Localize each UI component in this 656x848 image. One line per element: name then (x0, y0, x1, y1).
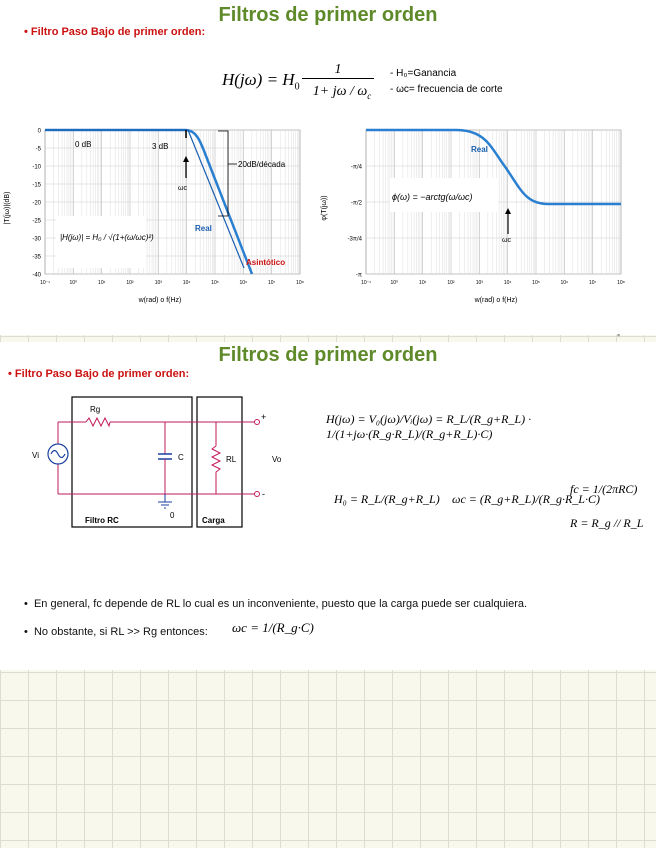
slide-1-marker: ▪ (617, 330, 621, 340)
slide-2-title: Filtros de primer orden (218, 344, 438, 366)
label-rl: RL (226, 455, 237, 464)
slide-1-title: Filtros de primer orden (218, 4, 438, 26)
tf-lhs (222, 70, 300, 92)
mag-ytick: -5 (35, 146, 41, 153)
phase-ylabel: φ(T(jω)) (321, 195, 328, 221)
ph-xtick: 10⁰ (390, 280, 399, 286)
tf-lhs-text: H(jω) = H (222, 70, 295, 89)
mag-xtick: 10⁰ (69, 280, 78, 286)
mag-ytick: -20 (32, 200, 41, 207)
bullet-1: • En general, fc depende de RL lo cual es un inconveniente, puesto que la carga puede ser cualquiera. (24, 598, 528, 610)
magnitude-formula: |H(jω)| = H₀ / √(1+(ω/ωc)²) (60, 233, 154, 242)
slide-2-subtitle: • Filtro Paso Bajo de primer orden: (8, 368, 190, 380)
out-terminal-plus (255, 420, 260, 425)
tf-den-text: 1+ jω / ω (312, 84, 368, 99)
eq-transfer: H(jω) = V₀(jω)/Vᵢ(jω) = R_L/(R_g+R_L) · 1/(1+jω·(R_g·R_L)/(R_g+R_L)·C) (326, 412, 532, 441)
tf-numerator: 1 (302, 62, 374, 79)
mag-ytick: -15 (32, 182, 41, 189)
eq-fc: fc = 1/(2πRC) (570, 482, 638, 496)
label-plus: + (261, 412, 267, 422)
eq-h0: H₀ = R_L/(R_g+R_L) (334, 492, 440, 506)
eq-final: ωc = 1/(R_g·C) (232, 620, 314, 635)
mag-xtick: 10⁴ (182, 280, 191, 286)
filter-box (72, 397, 192, 527)
ph-ytick: -π (355, 272, 362, 279)
ph-xtick: 10⁷ (588, 280, 597, 286)
ph-xtick: 10⁸ (617, 280, 625, 286)
ph-ytick: -3π/4 (347, 236, 362, 243)
phase-wc-arrow-head (505, 208, 511, 214)
mag-xtick: 10³ (154, 280, 162, 286)
label-slope: 20dB/década (238, 160, 286, 169)
slide-2 (0, 342, 656, 670)
magnitude-xlabel: w(rad) o f(Hz) (138, 297, 182, 304)
slope-bracket (218, 131, 228, 216)
phase-xlabel: w(rad) o f(Hz) (474, 297, 518, 304)
phase-label-real: Real (471, 145, 488, 154)
phase-label-wc: ωc (502, 237, 511, 244)
label-carga: Carga (202, 516, 225, 525)
tf-denominator (302, 84, 382, 101)
note-gain: - H₀=Ganancia (390, 68, 457, 79)
label-rg: Rg (90, 405, 101, 414)
ph-xtick: 10⁶ (560, 280, 569, 286)
label-wc: ωc (178, 185, 187, 192)
eq-r: R = R_g // R_L (570, 516, 644, 530)
magnitude-chart (0, 118, 320, 308)
ph-xtick: 10⁴ (503, 280, 512, 286)
rc-circuit (30, 392, 280, 532)
phase-formula: ϕ(ω) = −arctg(ω/ωc) (392, 192, 473, 202)
ph-xtick: 10³ (475, 280, 483, 286)
out-terminal-minus (255, 492, 260, 497)
phase-chart (316, 118, 636, 308)
phase-xticks (361, 280, 625, 286)
bullet-1-text: En general, fc depende de RL lo cual es un inconveniente, puesto que la carga puede ser cualquiera. (33, 598, 528, 610)
mag-ytick: -30 (32, 236, 41, 243)
ph-xtick: 10² (447, 280, 455, 286)
tf-notes (390, 66, 503, 98)
mag-xtick: 10¹ (98, 280, 106, 286)
tf-sub0: 0 (294, 81, 300, 93)
subtitle-text: Filtro Paso Bajo de primer orden: (30, 26, 206, 38)
subtitle-text: Filtro Paso Bajo de primer orden: (14, 368, 190, 380)
mag-ytick: -10 (32, 164, 41, 171)
slide-1-subtitle: • Filtro Paso Bajo de primer orden: (24, 26, 206, 38)
magnitude-formula-box (56, 216, 146, 268)
eq-wc: ωc = (R_g+R_L)/(R_g·R_L·C) (452, 492, 600, 506)
magnitude-ylabel: |T(jω)|(dB) (4, 191, 11, 225)
mag-xtick: 10⁻¹ (40, 280, 50, 286)
label-0db: 0 dB (75, 140, 92, 149)
label-real: Real (195, 224, 212, 233)
mag-xtick: 10⁵ (211, 280, 219, 286)
slide-1 (0, 0, 656, 340)
label-vo: Vo (272, 455, 282, 464)
mag-ytick: -40 (32, 272, 41, 279)
ph-xtick: 10¹ (419, 280, 427, 286)
mag-xtick: 10⁷ (267, 280, 276, 286)
ph-xtick: 10⁵ (532, 280, 540, 286)
mag-ytick: -35 (32, 254, 41, 261)
mag-ytick: 0 (37, 128, 41, 135)
mag-xtick: 10² (126, 280, 134, 286)
mag-xtick: 10⁸ (296, 280, 304, 286)
ph-ytick: -π/2 (350, 200, 362, 207)
label-asintotico: Asintótico (246, 258, 286, 267)
label-vi: Vi (32, 451, 39, 460)
bullet-2-text: No obstante, si RL >> Rg entonces: (33, 626, 208, 638)
label-3db: 3 dB (152, 142, 169, 151)
rl-resistor (212, 446, 220, 472)
ph-ytick: -π/4 (350, 164, 362, 171)
bullet-2: • No obstante, si RL >> Rg entonces: (24, 626, 208, 638)
label-filtro-rc: Filtro RC (85, 516, 119, 525)
phase-yticks (348, 165, 363, 279)
magnitude-xticks (40, 280, 304, 286)
note-cutoff: - ωc= frecuencia de corte (390, 84, 503, 95)
mag-ytick: -25 (32, 218, 41, 225)
magnitude-yticks (32, 129, 41, 279)
label-ground: 0 (170, 511, 175, 520)
mag-xtick: 10⁶ (239, 280, 248, 286)
ph-xtick: 10⁻¹ (361, 280, 371, 286)
label-minus: - (262, 489, 265, 499)
label-c: C (178, 453, 184, 462)
tf-den-sub: c (367, 90, 372, 101)
